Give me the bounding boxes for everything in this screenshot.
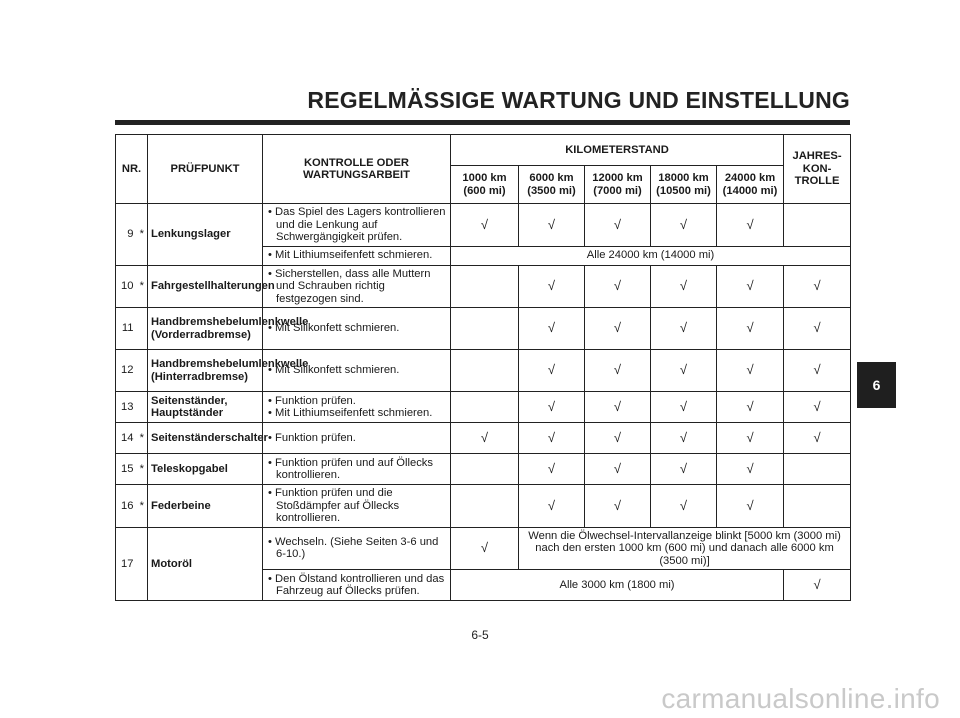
row-interval: Alle 3000 km (1800 mi) <box>451 570 784 601</box>
star-marker-empty <box>137 308 148 350</box>
row-action: • Mit Lithiumseifenfett schmieren. <box>263 246 451 265</box>
row-item: Handbremshebelumlenkwelle (Vorderradbremse) <box>148 308 263 350</box>
row-item: Seitenständer, Hauptständer <box>148 392 263 423</box>
check-mark: √ <box>519 265 585 308</box>
check-mark: √ <box>519 204 585 247</box>
row-action: • Funktion prüfen und die Stoßdämpfer auf Öllecks kontrollieren. <box>263 485 451 528</box>
check-mark: √ <box>651 485 717 528</box>
row-action: • Wechseln. (Siehe Seiten 3-6 und 6-10.) <box>263 527 451 570</box>
check-mark: √ <box>585 204 651 247</box>
row-action: • Mit Silikonfett schmieren. <box>263 308 451 350</box>
header-km-1000: 1000 km (600 mi) <box>451 166 519 204</box>
check-mark: √ <box>651 308 717 350</box>
table-row <box>116 204 851 247</box>
row-item: Teleskopgabel <box>148 454 263 485</box>
table-row <box>116 308 851 350</box>
row-number: 15 <box>116 454 137 485</box>
row-action: • Funktion prüfen. <box>263 423 451 454</box>
header-pruefpunkt: PRÜFPUNKT <box>148 135 263 204</box>
row-action: • Das Spiel des Lagers kontrollieren und die Lenkung auf Schwergängigkeit prüfen. <box>263 204 451 247</box>
row-number: 16 <box>116 485 137 528</box>
maintenance-table <box>115 134 851 601</box>
table-row <box>116 454 851 485</box>
page-number: 6-5 <box>471 628 489 642</box>
check-mark: √ <box>519 350 585 392</box>
empty-cell <box>784 454 851 485</box>
row-number: 11 <box>116 308 137 350</box>
check-mark: √ <box>717 308 784 350</box>
check-mark: √ <box>784 570 851 601</box>
table-header-row <box>116 135 851 166</box>
check-mark: √ <box>784 350 851 392</box>
table-row <box>116 527 851 570</box>
row-action: • Den Ölstand kontrollieren und das Fahrzeug auf Öllecks prüfen. <box>263 570 451 601</box>
star-marker-empty <box>137 392 148 423</box>
row-item: Motoröl <box>148 527 263 601</box>
check-mark: √ <box>651 423 717 454</box>
header-km-12000: 12000 km (7000 mi) <box>585 166 651 204</box>
table-row <box>116 350 851 392</box>
check-mark: √ <box>651 204 717 247</box>
header-km-18000: 18000 km (10500 mi) <box>651 166 717 204</box>
check-mark: √ <box>717 350 784 392</box>
table-row <box>116 265 851 308</box>
star-marker: * <box>137 485 148 528</box>
star-marker: * <box>137 265 148 308</box>
header-km-24000: 24000 km (14000 mi) <box>717 166 784 204</box>
check-mark: √ <box>717 423 784 454</box>
check-mark: √ <box>585 265 651 308</box>
check-mark: √ <box>651 454 717 485</box>
star-marker: * <box>137 454 148 485</box>
header-km-6000: 6000 km (3500 mi) <box>519 166 585 204</box>
row-action: • Sicherstellen, dass alle Muttern und Schrauben richtig festgezogen sind. <box>263 265 451 308</box>
check-mark: √ <box>717 485 784 528</box>
row-action: • Funktion prüfen. • Mit Lithiumseifenfett schmieren. <box>263 392 451 423</box>
star-marker-empty <box>137 350 148 392</box>
check-mark: √ <box>784 392 851 423</box>
table-row <box>116 485 851 528</box>
row-action: • Mit Silikonfett schmieren. <box>263 350 451 392</box>
check-mark: √ <box>651 392 717 423</box>
check-mark: √ <box>717 454 784 485</box>
check-mark: √ <box>585 392 651 423</box>
row-item: Lenkungslager <box>148 204 263 266</box>
check-mark: √ <box>519 423 585 454</box>
table-row <box>116 392 851 423</box>
row-number: 17 <box>116 527 137 601</box>
row-item: Handbremshebelumlenkwelle (Hinterradbremse) <box>148 350 263 392</box>
check-mark: √ <box>784 308 851 350</box>
check-mark: √ <box>585 308 651 350</box>
check-mark: √ <box>585 350 651 392</box>
header-kontrolle: KONTROLLE ODER WARTUNGSARBEIT <box>263 135 451 204</box>
check-mark: √ <box>717 204 784 247</box>
star-marker-empty <box>137 527 148 601</box>
star-marker: * <box>137 204 148 266</box>
check-mark: √ <box>585 423 651 454</box>
check-mark: √ <box>717 265 784 308</box>
check-mark: √ <box>451 527 519 570</box>
check-mark: √ <box>784 423 851 454</box>
row-number: 9 <box>116 204 137 266</box>
check-mark: √ <box>451 204 519 247</box>
title-rule <box>115 120 850 125</box>
row-number: 10 <box>116 265 137 308</box>
check-mark: √ <box>519 392 585 423</box>
row-action: • Funktion prüfen und auf Öllecks kontrollieren. <box>263 454 451 485</box>
row-item: Seitenständerschalter <box>148 423 263 454</box>
empty-cell <box>451 308 519 350</box>
header-nr: NR. <box>116 135 148 204</box>
empty-cell <box>451 485 519 528</box>
empty-cell <box>784 204 851 247</box>
check-mark: √ <box>784 265 851 308</box>
row-number: 14 <box>116 423 137 454</box>
empty-cell <box>451 350 519 392</box>
page-title: REGELMÄSSIGE WARTUNG UND EINSTELLUNG <box>307 87 850 113</box>
row-number: 13 <box>116 392 137 423</box>
row-number: 12 <box>116 350 137 392</box>
empty-cell <box>451 454 519 485</box>
check-mark: √ <box>451 423 519 454</box>
row-item: Fahrgestellhalterungen <box>148 265 263 308</box>
empty-cell <box>784 485 851 528</box>
table-row <box>116 423 851 454</box>
oil-change-note: Wenn die Ölwechsel-Intervallanzeige blinkt [5000 km (3000 mi) nach den ersten 1000 km (600 mi) und danach alle 6000 km (3500 mi)] <box>519 527 851 570</box>
row-interval: Alle 24000 km (14000 mi) <box>451 246 851 265</box>
check-mark: √ <box>519 308 585 350</box>
star-marker: * <box>137 423 148 454</box>
check-mark: √ <box>651 265 717 308</box>
check-mark: √ <box>585 485 651 528</box>
row-item: Federbeine <box>148 485 263 528</box>
empty-cell <box>451 265 519 308</box>
header-kilometerstand: KILOMETERSTAND <box>451 135 784 166</box>
check-mark: √ <box>519 485 585 528</box>
check-mark: √ <box>717 392 784 423</box>
check-mark: √ <box>585 454 651 485</box>
empty-cell <box>451 392 519 423</box>
watermark: carmanualsonline.info <box>661 683 940 714</box>
check-mark: √ <box>519 454 585 485</box>
chapter-tab: 6 <box>857 362 896 408</box>
header-jahreskontrolle: JAHRES-KON-TROLLE <box>784 135 851 204</box>
check-mark: √ <box>651 350 717 392</box>
